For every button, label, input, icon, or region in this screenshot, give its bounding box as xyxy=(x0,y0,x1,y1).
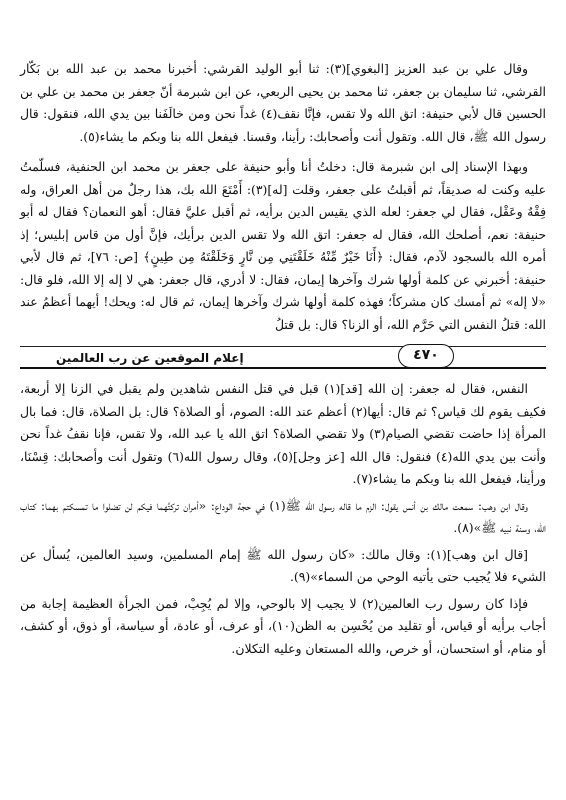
running-header xyxy=(20,344,546,370)
paragraph-malik: [قال ابن وهب](١): وقال مالك: «كان رسول الله ﷺ إمام المسلمين، وسيد العالمين، يُسأل عن الشيء فلا يُجيب حتى يأتيه الوحي من السماء»(٩). xyxy=(20,546,546,584)
paragraph-ali-bin-abdulaziz: وقال علي بن عبد العزيز [البغوي](٣): ثنا أبو الوليد القرشي: أخبرنا محمد بن عبد الله بن بَكّار القرشي، ثنا سليمان بن جعفر، ثنا محمد بن يحيى الربعي، عن ابن شبرمة أنّ جعفر بن محمد بن علي بن الحسين قال لأبي حنيفة: اتق الله ولا تقس، فإنَّا نقف(٤) غداً نحن ومن خالَفَنا بين يدي الله، فنقول: قال رسول الله ﷺ، قال الله. وتقول أنت وأصحابك: رأينا، وقسنا. فيفعل الله بنا وبكم ما يشاء(٥). xyxy=(20,61,546,144)
page-number: ٤٧٠ xyxy=(398,344,454,368)
header-rule-bottom xyxy=(20,367,546,369)
book-title: إعلام الموقعين عن رب العالمين xyxy=(56,351,244,365)
paragraph-ibn-wahb: وقال ابن وهب: سمعت مالك بن أنس يقول: الزم ما قاله رسول الله ﷺ(١) في حجة الوداع: «أمران تركتُهما فيكم لن تضلوا ما تمسكتم بهما: كتاب الله، وسنة نبيه ﷺ»(٨). xyxy=(20,497,546,535)
paragraph-conclusion: فإذا كان رسول رب العالمين(٢) لا يجيب إلا بالوحي، وإلا لم يُجِبْ، فمن الجرأة العظيمة إجابة من أجاب برأيه أو قياس، أو تقليد من يُحْسِن به الظن(١٠)، أو عرف، أو عادة، أو سياسة، أو ذوق، أو كشف، أو منام، أو استحسان، أو خرص، والله المستعان وعليه التكلان. xyxy=(20,595,546,656)
paragraph-ibn-shubruma: وبهذا الإسناد إلى ابن شبرمة قال: دخلتُ أنا وأبو حنيفة على جعفر بن محمد ابن الحنفية، فسلّمتُ عليه وكنت له صديقاً، ثم أقبلتُ على جعفر، وقلت [له](٣): أَمْتَعَ الله بك، هذا رجلٌ من أهل العراق، وله فِقْهٌ وعَقْل، فقال لي جعفر: لعله الذي يقيس الدين برأيه، ثم أقبل عليَّ فقال: أهو النعمان؟ فقال له أبو حنيفة: نعم، أصلحك الله، فقال له جعفر: اتق الله ولا تقس الدين برأيك، فإنَّ أول من قاس إبليس؛ إذ أمره الله بالسجود لآدم، فقال: ﴿أَنَا خَيْرٌ مِّنْهُ خَلَقْتَنِي مِن نَّارٍ وَخَلَقْتَهُ مِن طِينٍ﴾ [ص: ٧٦]، ثم قال لأبي حنيفة: أخبرني عن كلمة أولها شرك وآخرها إيمان، فقال: لا أدري، قال جعفر: هي لا إله إلا الله، فلو قال: «لا إله» ثم أمسك كان مشركاً؛ فهذه كلمة أولها شرك وآخرها إيمان، ثم قال له: ويحك! أيهما أعظمُ عند الله: قتلُ النفس التي حَرَّم الله، أو الزنا؟ قال: بل قتلُ xyxy=(20,159,546,332)
paragraph-continuation: النفس، فقال له جعفر: إن الله [قد](١) قبل في قتل النفس شاهدين ولم يقبل في الزنا إلا أربعة، فكيف يقوم لك قياس؟ ثم قال: أيها(٢) أعظم عند الله: الصوم، أو الصلاة؟ قال: بل الصلاة، قال: فما بال المرأة إذا حاضت تقضي الصيام(٣) ولا تقضي الصلاة؟ اتق الله يا عبد الله، ولا تقس، فإنا نقفُ غداً نحن وأنت بين يدي الله(٤) فنقول: قال الله [عز وجل](٥)، وقال رسول الله(٦) وتقول أنت وأصحابك: قِسْنَا، ورأينا، فيفعل الله بنا وبكم ما يشاء(٧). xyxy=(20,381,546,486)
header-rule-top xyxy=(20,346,546,347)
document-page xyxy=(20,58,546,660)
